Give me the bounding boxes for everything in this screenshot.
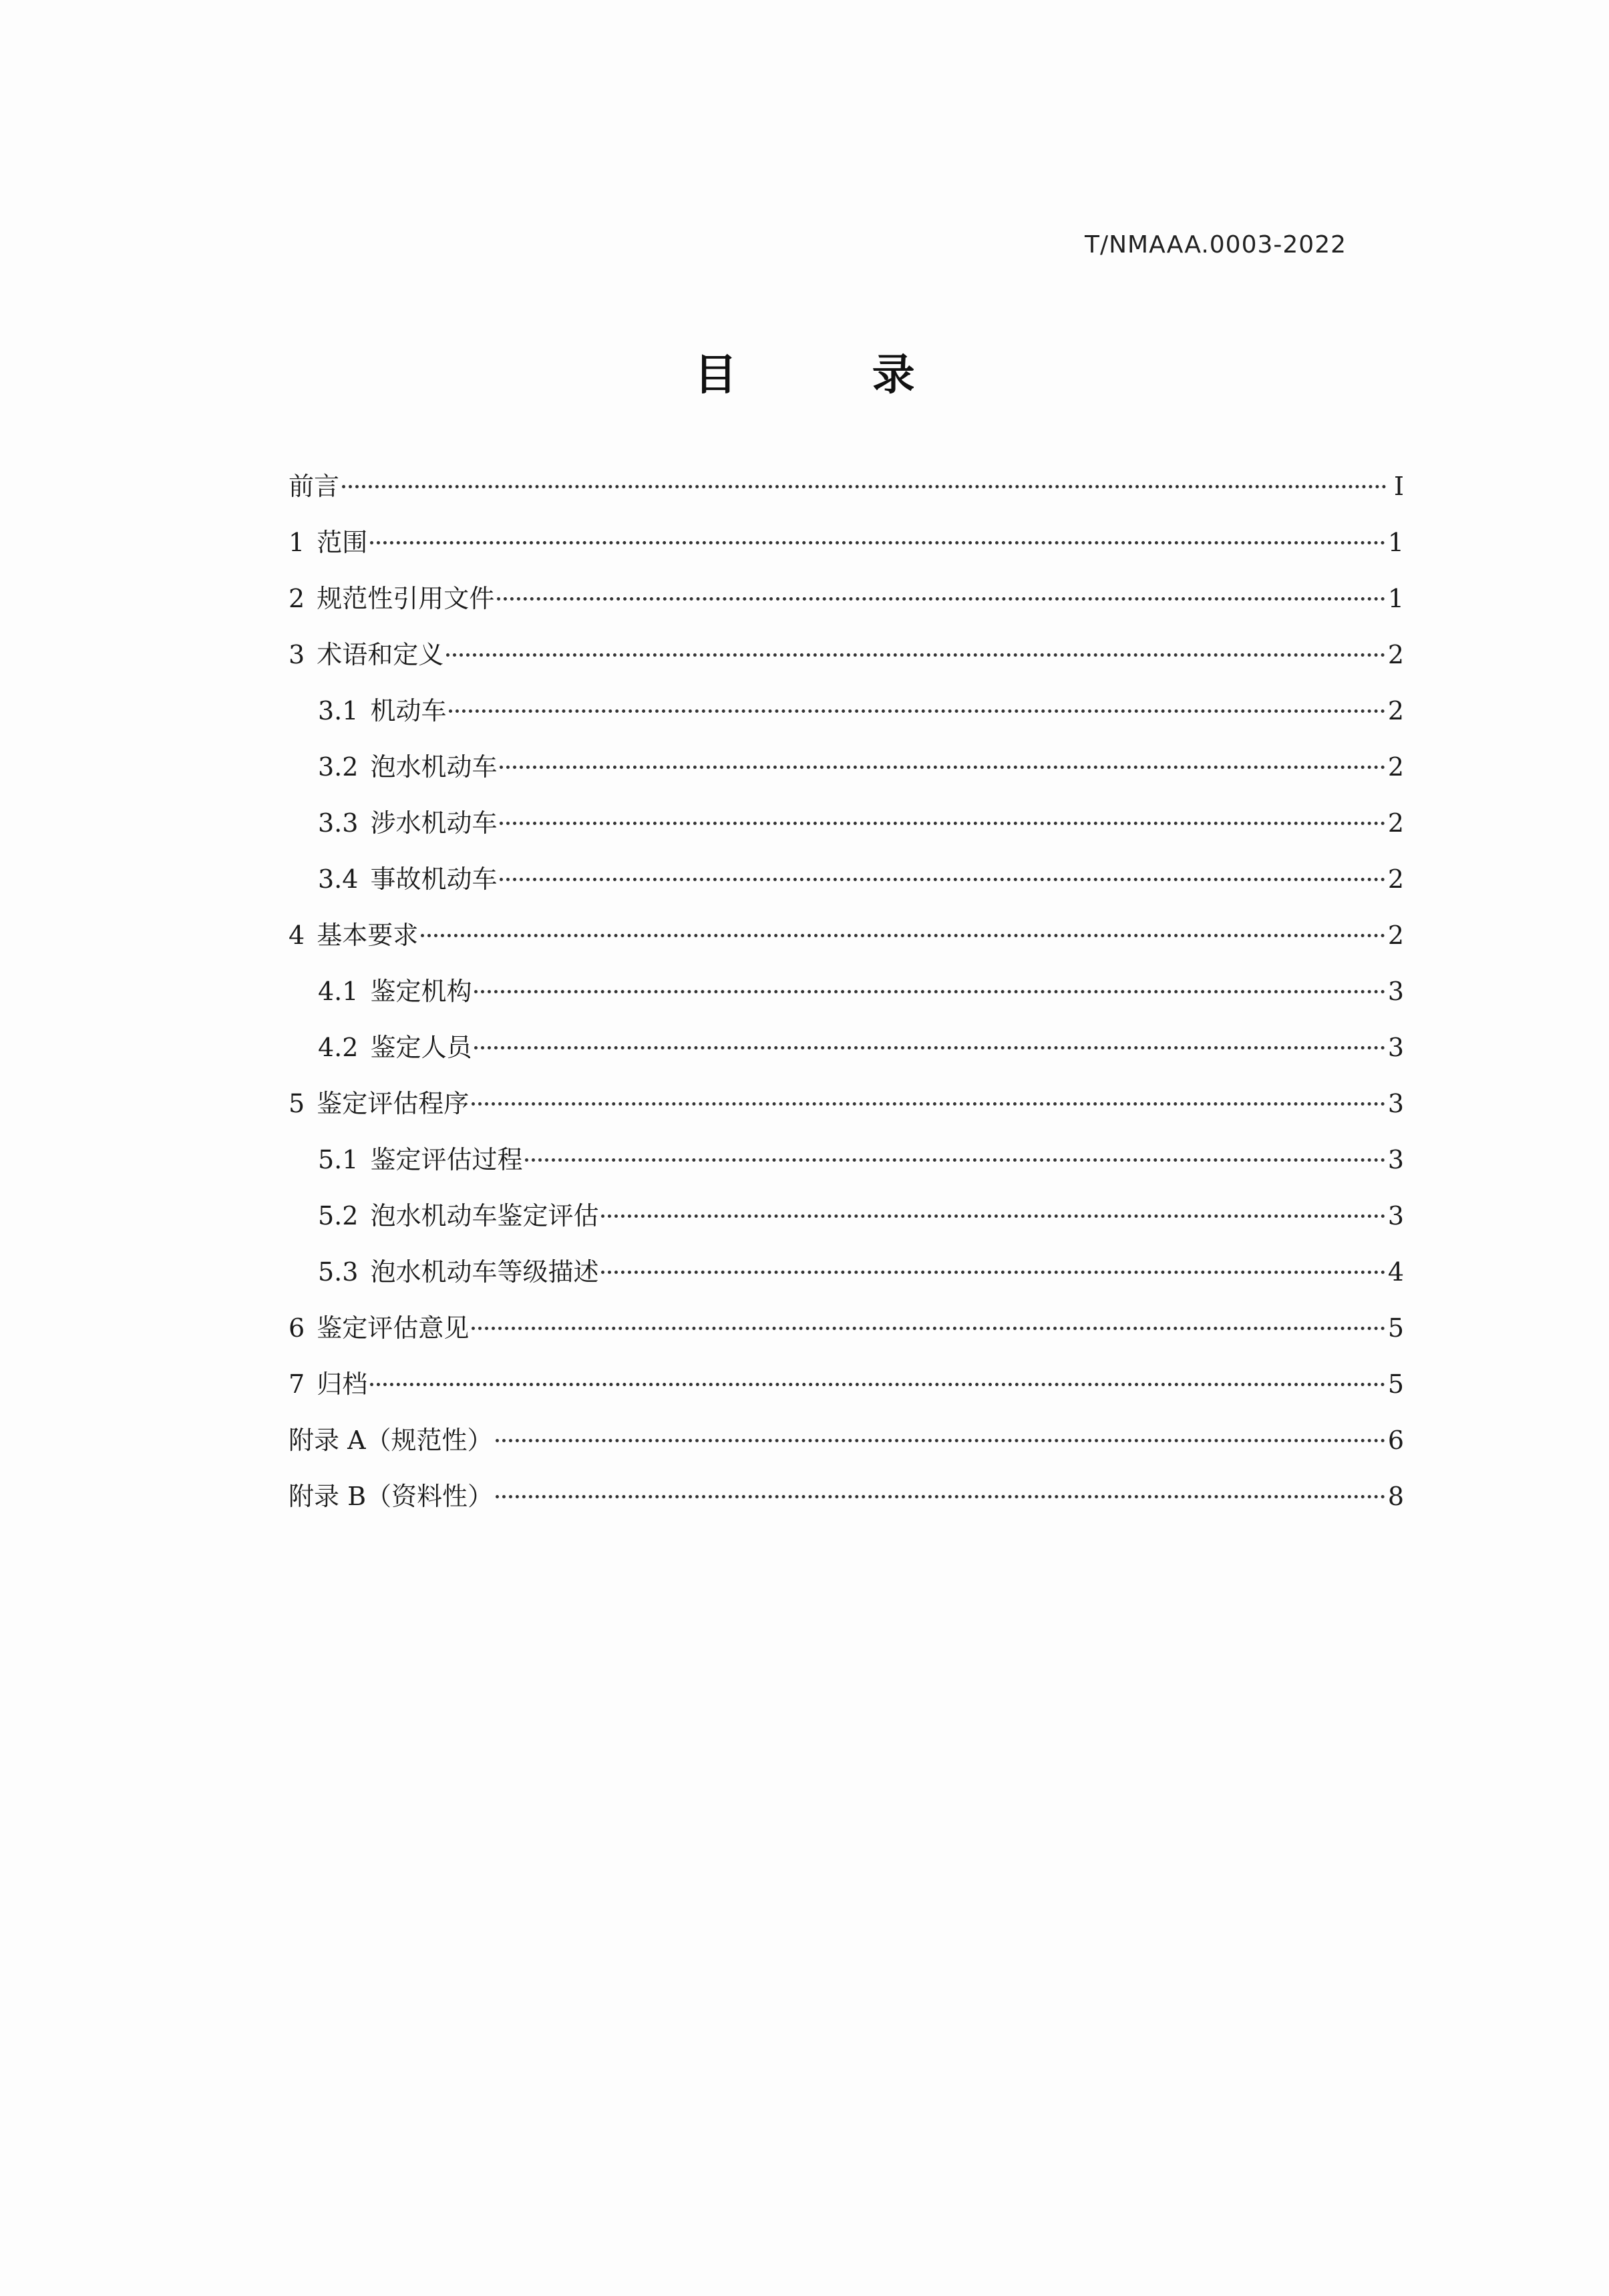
toc-entry-label: 鉴定人员: [370, 1033, 472, 1062]
toc-leader-dots: [474, 990, 1385, 993]
toc-entry-number: 3.4: [318, 864, 359, 894]
toc-entry-label: 前言: [289, 472, 340, 501]
toc-entry-number: 3.1: [318, 696, 359, 725]
toc-entry-label: 鉴定评估程序: [317, 1089, 470, 1118]
toc-leader-dots: [472, 1102, 1385, 1106]
toc-entry-number: 4.2: [318, 1033, 359, 1062]
toc-entry-label: 泡水机动车: [370, 752, 498, 782]
toc-entry[interactable]: [289, 907, 1404, 963]
toc-entry-label: 附录 A（规范性）: [289, 1426, 493, 1455]
toc-entry-page-number: 2: [1387, 696, 1404, 725]
toc-entry-page-number: 4: [1387, 1257, 1404, 1287]
toc-leader-dots: [525, 1158, 1385, 1162]
toc-leader-dots: [449, 709, 1385, 713]
toc-entry-page-number: 2: [1387, 864, 1404, 894]
toc-leader-dots: [370, 1383, 1385, 1386]
toc-entry-label: 机动车: [370, 696, 447, 725]
toc-entry[interactable]: [289, 1188, 1404, 1244]
toc-entry-page-number: 2: [1387, 921, 1404, 950]
toc-entry-number: 5: [289, 1089, 305, 1118]
toc-entry-label: 基本要求: [317, 921, 419, 950]
toc-entry-number: 6: [289, 1313, 305, 1343]
toc-entry-page-number: 3: [1387, 1033, 1404, 1062]
toc-leader-dots: [497, 597, 1385, 601]
toc-entry-label: 涉水机动车: [370, 808, 498, 838]
toc-entry[interactable]: [289, 1244, 1404, 1300]
toc-entry[interactable]: [289, 570, 1404, 627]
toc-entry[interactable]: [289, 795, 1404, 851]
toc-leader-dots: [601, 1271, 1385, 1274]
toc-entry-number: 5.3: [318, 1257, 359, 1287]
toc-entry-page-number: 3: [1387, 977, 1404, 1006]
toc-entry[interactable]: [289, 458, 1404, 514]
toc-entry[interactable]: [289, 1019, 1404, 1076]
document-code: T/NMAAA.0003-2022: [1084, 231, 1347, 259]
toc-entry-page-number: 2: [1387, 752, 1404, 782]
toc-entry-page-number: 3: [1387, 1201, 1404, 1231]
toc-entry[interactable]: [289, 1468, 1404, 1524]
toc-entry-label: 归档: [317, 1369, 368, 1399]
toc-entry-label: 泡水机动车等级描述: [370, 1257, 599, 1287]
toc-entry-page-number: 2: [1387, 808, 1404, 838]
toc-entry-number: 7: [289, 1369, 305, 1399]
toc-leader-dots: [496, 1439, 1385, 1442]
toc-entry[interactable]: [289, 739, 1404, 795]
toc-leader-dots: [601, 1214, 1385, 1218]
toc-entry-number: 3.2: [318, 752, 359, 782]
toc-entry-page-number: 3: [1387, 1145, 1404, 1174]
toc-entry-number: 4.1: [318, 977, 359, 1006]
page-title: 目 录: [694, 351, 975, 400]
toc-entry-label: 规范性引用文件: [317, 584, 495, 613]
toc-entry[interactable]: [289, 514, 1404, 570]
toc-entry-page-number: 6: [1387, 1426, 1404, 1455]
toc-leader-dots: [500, 822, 1385, 825]
toc-entry-page-number: 1: [1387, 584, 1404, 613]
toc-entry-number: 3.3: [318, 808, 359, 838]
toc-entry[interactable]: [289, 1356, 1404, 1412]
toc-entry[interactable]: [289, 683, 1404, 739]
toc-entry-number: 3: [289, 640, 305, 669]
toc-entry-label: 术语和定义: [317, 640, 444, 669]
toc-entry-page-number: 5: [1387, 1313, 1404, 1343]
toc-entry-label: 鉴定机构: [370, 977, 472, 1006]
toc-leader-dots: [472, 1327, 1385, 1330]
toc-leader-dots: [500, 766, 1385, 769]
toc-leader-dots: [342, 485, 1387, 488]
toc-entry-label: 鉴定评估意见: [317, 1313, 470, 1343]
toc-entry-label: 范围: [317, 528, 368, 557]
toc-entry-number: 1: [289, 528, 305, 557]
table-of-contents: [289, 458, 1404, 1524]
toc-entry-page-number: 3: [1387, 1089, 1404, 1118]
toc-entry[interactable]: [289, 1076, 1404, 1132]
toc-entry[interactable]: [289, 1300, 1404, 1356]
toc-entry[interactable]: [289, 627, 1404, 683]
toc-entry-page-number: 2: [1387, 640, 1404, 669]
toc-leader-dots: [474, 1046, 1385, 1049]
toc-entry-number: 2: [289, 584, 305, 613]
toc-entry-page-number: I: [1393, 472, 1404, 501]
toc-leader-dots: [446, 653, 1385, 657]
toc-entry-page-number: 5: [1387, 1369, 1404, 1399]
toc-entry[interactable]: [289, 1132, 1404, 1188]
toc-entry-number: 5.2: [318, 1201, 359, 1231]
toc-leader-dots: [370, 541, 1385, 544]
toc-entry-page-number: 1: [1387, 528, 1404, 557]
toc-leader-dots: [421, 934, 1385, 937]
toc-entry-label: 鉴定评估过程: [370, 1145, 523, 1174]
toc-entry[interactable]: [289, 851, 1404, 907]
toc-entry-number: 4: [289, 921, 305, 950]
toc-entry[interactable]: [289, 1412, 1404, 1468]
toc-entry-number: 5.1: [318, 1145, 359, 1174]
toc-leader-dots: [500, 878, 1385, 881]
toc-entry-label: 事故机动车: [370, 864, 498, 894]
toc-entry[interactable]: [289, 963, 1404, 1019]
toc-leader-dots: [496, 1495, 1385, 1498]
toc-entry-page-number: 8: [1387, 1482, 1404, 1511]
toc-entry-label: 泡水机动车鉴定评估: [370, 1201, 599, 1231]
toc-entry-label: 附录 B（资料性）: [289, 1482, 494, 1511]
